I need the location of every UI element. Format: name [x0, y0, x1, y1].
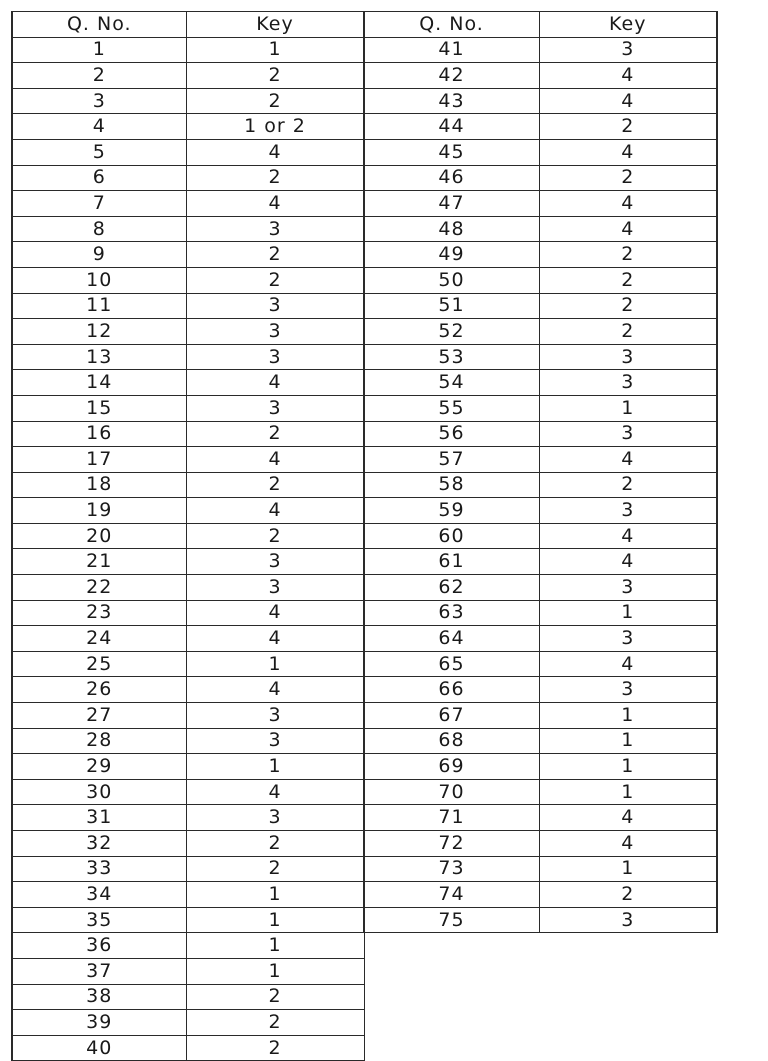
question-number-cell: 21 — [12, 549, 186, 575]
answer-key-cell: 1 — [540, 728, 717, 754]
answer-key-cell: 3 — [540, 677, 717, 703]
table-row — [12, 754, 364, 780]
answer-key-cell: 2 — [186, 421, 364, 447]
table-row — [364, 114, 717, 140]
question-number-cell: 6 — [12, 165, 186, 191]
question-number-cell: 13 — [12, 344, 186, 370]
answer-key-cell: 3 — [186, 575, 364, 601]
question-number-cell: 36 — [12, 933, 186, 959]
answer-key-cell: 2 — [186, 523, 364, 549]
question-number-cell: 10 — [12, 267, 186, 293]
question-number-cell: 45 — [364, 139, 540, 165]
answer-key-cell: 3 — [540, 907, 717, 933]
question-number-cell: 31 — [12, 805, 186, 831]
question-number-cell: 20 — [12, 523, 186, 549]
table-row — [12, 293, 364, 319]
table-row — [12, 549, 364, 575]
answer-key-cell: 2 — [540, 165, 717, 191]
table-row — [364, 63, 717, 89]
question-number-cell: 37 — [12, 958, 186, 984]
table-row — [12, 395, 364, 421]
answer-key-cell: 3 — [186, 319, 364, 345]
table-row — [364, 216, 717, 242]
table-row — [12, 242, 364, 268]
answer-key-cell: 4 — [540, 88, 717, 114]
question-number-cell: 24 — [12, 626, 186, 652]
table-body — [364, 37, 717, 933]
question-number-cell: 51 — [364, 293, 540, 319]
table-row — [364, 549, 717, 575]
answer-key-cell: 2 — [186, 63, 364, 89]
question-number-cell: 34 — [12, 882, 186, 908]
answer-key-cell: 1 — [540, 703, 717, 729]
answer-key-cell: 1 — [186, 37, 364, 63]
answer-key-cell: 4 — [540, 831, 717, 857]
question-number-cell: 3 — [12, 88, 186, 114]
table-row — [12, 882, 364, 908]
question-number-cell: 35 — [12, 907, 186, 933]
answer-key-cell: 2 — [186, 1010, 364, 1036]
question-number-cell: 63 — [364, 600, 540, 626]
table-row — [364, 447, 717, 473]
answer-key-cell: 3 — [540, 498, 717, 524]
question-number-cell: 19 — [12, 498, 186, 524]
question-number-cell: 15 — [12, 395, 186, 421]
question-number-cell: 2 — [12, 63, 186, 89]
answer-key-cell: 3 — [186, 805, 364, 831]
table-row — [364, 882, 717, 908]
answer-key-cell: 4 — [186, 139, 364, 165]
question-number-cell: 40 — [12, 1035, 186, 1061]
table-row — [12, 191, 364, 217]
table-row — [364, 754, 717, 780]
table-row — [12, 447, 364, 473]
table-row — [12, 779, 364, 805]
table-row — [12, 805, 364, 831]
question-number-cell: 14 — [12, 370, 186, 396]
table-row — [12, 907, 364, 933]
table-row — [364, 498, 717, 524]
table-row — [364, 472, 717, 498]
answer-key-cell: 2 — [540, 267, 717, 293]
question-number-cell: 18 — [12, 472, 186, 498]
answer-key-cell: 2 — [186, 1035, 364, 1061]
question-number-cell: 58 — [364, 472, 540, 498]
table-row — [364, 395, 717, 421]
answer-key-cell: 3 — [186, 216, 364, 242]
table-row — [12, 421, 364, 447]
answer-key-cell: 1 or 2 — [186, 114, 364, 140]
question-number-cell: 17 — [12, 447, 186, 473]
table-row — [12, 370, 364, 396]
key-header: Key — [540, 12, 717, 38]
table-row — [12, 626, 364, 652]
question-number-cell: 8 — [12, 216, 186, 242]
question-number-cell: 72 — [364, 831, 540, 857]
question-number-cell: 67 — [364, 703, 540, 729]
question-number-cell: 1 — [12, 37, 186, 63]
answer-key-cell: 4 — [540, 651, 717, 677]
key-header: Key — [186, 12, 364, 38]
table-row — [364, 779, 717, 805]
question-number-cell: 71 — [364, 805, 540, 831]
table-row — [12, 88, 364, 114]
answer-key-cell: 4 — [186, 370, 364, 396]
answer-key-cell: 4 — [540, 216, 717, 242]
answer-key-cell: 1 — [540, 856, 717, 882]
question-number-cell: 59 — [364, 498, 540, 524]
table-row — [12, 651, 364, 677]
answer-key-cell: 1 — [540, 754, 717, 780]
answer-key-cell: 2 — [540, 319, 717, 345]
question-number-cell: 16 — [12, 421, 186, 447]
table-row — [12, 1010, 364, 1036]
table-row — [12, 267, 364, 293]
table-row — [12, 831, 364, 857]
question-number-cell: 32 — [12, 831, 186, 857]
question-number-cell: 4 — [12, 114, 186, 140]
answer-key-cell: 2 — [540, 293, 717, 319]
question-number-cell: 61 — [364, 549, 540, 575]
answer-key-cell: 2 — [540, 114, 717, 140]
question-number-cell: 66 — [364, 677, 540, 703]
answer-key-cell: 1 — [186, 958, 364, 984]
question-number-cell: 43 — [364, 88, 540, 114]
table-row — [12, 216, 364, 242]
answer-key-cell: 1 — [540, 395, 717, 421]
answer-key-cell: 2 — [186, 88, 364, 114]
q-no-header: Q. No. — [12, 12, 186, 38]
question-number-cell: 46 — [364, 165, 540, 191]
answer-key-cell: 1 — [186, 907, 364, 933]
answer-key-cell: 2 — [186, 242, 364, 268]
answer-key-cell: 2 — [540, 882, 717, 908]
answer-key-cell: 3 — [540, 370, 717, 396]
table-row — [12, 165, 364, 191]
answer-key-cell: 4 — [540, 191, 717, 217]
answer-key-cell: 2 — [186, 267, 364, 293]
question-number-cell: 7 — [12, 191, 186, 217]
q-no-header: Q. No. — [364, 12, 540, 38]
question-number-cell: 23 — [12, 600, 186, 626]
question-number-cell: 44 — [364, 114, 540, 140]
question-number-cell: 38 — [12, 984, 186, 1010]
question-number-cell: 53 — [364, 344, 540, 370]
question-number-cell: 57 — [364, 447, 540, 473]
table-row — [364, 267, 717, 293]
table-row — [364, 242, 717, 268]
table-row — [364, 37, 717, 63]
question-number-cell: 74 — [364, 882, 540, 908]
table-row — [12, 703, 364, 729]
question-number-cell: 62 — [364, 575, 540, 601]
answer-key-table-left — [11, 11, 365, 1061]
table-row — [364, 523, 717, 549]
answer-key-cell: 3 — [186, 395, 364, 421]
answer-key-cell: 1 — [186, 651, 364, 677]
table-row — [364, 421, 717, 447]
answer-key-cell: 4 — [186, 447, 364, 473]
table-row — [12, 319, 364, 345]
question-number-cell: 65 — [364, 651, 540, 677]
question-number-cell: 50 — [364, 267, 540, 293]
table-row — [12, 523, 364, 549]
table-row — [364, 191, 717, 217]
question-number-cell: 42 — [364, 63, 540, 89]
answer-key-cell: 4 — [540, 63, 717, 89]
table-row — [364, 344, 717, 370]
table-row — [364, 677, 717, 703]
answer-key-cell: 2 — [540, 242, 717, 268]
answer-key-cell: 2 — [186, 831, 364, 857]
question-number-cell: 49 — [364, 242, 540, 268]
answer-key-cell: 1 — [540, 779, 717, 805]
answer-key-cell: 4 — [540, 139, 717, 165]
table-row — [12, 984, 364, 1010]
table-row — [12, 856, 364, 882]
answer-key-table-right — [363, 11, 718, 933]
answer-key-cell: 1 — [540, 600, 717, 626]
question-number-cell: 11 — [12, 293, 186, 319]
table-row — [12, 600, 364, 626]
answer-key-cell: 4 — [186, 626, 364, 652]
answer-key-cell: 3 — [186, 293, 364, 319]
question-number-cell: 25 — [12, 651, 186, 677]
table-row — [364, 703, 717, 729]
table-row — [364, 319, 717, 345]
question-number-cell: 73 — [364, 856, 540, 882]
table-row — [12, 472, 364, 498]
question-number-cell: 30 — [12, 779, 186, 805]
table-row — [12, 63, 364, 89]
question-number-cell: 22 — [12, 575, 186, 601]
question-number-cell: 26 — [12, 677, 186, 703]
table-row — [364, 600, 717, 626]
question-number-cell: 5 — [12, 139, 186, 165]
answer-key-cell: 2 — [186, 165, 364, 191]
question-number-cell: 47 — [364, 191, 540, 217]
answer-key-cell: 4 — [540, 523, 717, 549]
answer-key-cell: 1 — [186, 882, 364, 908]
question-number-cell: 29 — [12, 754, 186, 780]
answer-key-cell: 2 — [540, 472, 717, 498]
answer-key-cell: 4 — [186, 677, 364, 703]
question-number-cell: 64 — [364, 626, 540, 652]
table-row — [364, 856, 717, 882]
table-body — [12, 37, 364, 1061]
answer-key-cell: 4 — [186, 600, 364, 626]
answer-key-cell: 3 — [540, 344, 717, 370]
table-row — [12, 933, 364, 959]
question-number-cell: 52 — [364, 319, 540, 345]
answer-key-cell: 4 — [540, 805, 717, 831]
table-row — [12, 139, 364, 165]
table-row — [12, 677, 364, 703]
table-row — [364, 728, 717, 754]
table-row — [12, 114, 364, 140]
table-row — [12, 1035, 364, 1061]
question-number-cell: 9 — [12, 242, 186, 268]
answer-key-cell: 4 — [186, 191, 364, 217]
table-row — [364, 88, 717, 114]
answer-key-cell: 3 — [540, 37, 717, 63]
answer-key-cell: 2 — [186, 984, 364, 1010]
question-number-cell: 41 — [364, 37, 540, 63]
answer-key-cell: 4 — [186, 498, 364, 524]
answer-key-cell: 4 — [540, 549, 717, 575]
question-number-cell: 12 — [12, 319, 186, 345]
question-number-cell: 39 — [12, 1010, 186, 1036]
table-row — [364, 626, 717, 652]
table-row — [364, 165, 717, 191]
question-number-cell: 54 — [364, 370, 540, 396]
answer-key-cell: 3 — [540, 421, 717, 447]
answer-key-cell: 4 — [186, 779, 364, 805]
question-number-cell: 75 — [364, 907, 540, 933]
table-row — [12, 575, 364, 601]
question-number-cell: 69 — [364, 754, 540, 780]
answer-key-cell: 3 — [186, 344, 364, 370]
table-header-row — [12, 12, 364, 38]
table-row — [364, 293, 717, 319]
table-row — [364, 139, 717, 165]
answer-key-cell: 3 — [540, 626, 717, 652]
question-number-cell: 55 — [364, 395, 540, 421]
question-number-cell: 33 — [12, 856, 186, 882]
table-row — [364, 831, 717, 857]
answer-key-cell: 3 — [186, 728, 364, 754]
table-row — [364, 575, 717, 601]
question-number-cell: 48 — [364, 216, 540, 242]
question-number-cell: 70 — [364, 779, 540, 805]
table-row — [364, 805, 717, 831]
table-row — [364, 907, 717, 933]
question-number-cell: 28 — [12, 728, 186, 754]
table-row — [12, 344, 364, 370]
table-row — [364, 370, 717, 396]
answer-key-cell: 2 — [186, 856, 364, 882]
answer-key-cell: 3 — [186, 549, 364, 575]
table-header-row — [364, 12, 717, 38]
question-number-cell: 56 — [364, 421, 540, 447]
answer-key-cell: 1 — [186, 754, 364, 780]
answer-key-cell: 3 — [540, 575, 717, 601]
table-row — [12, 498, 364, 524]
answer-key-cell: 4 — [540, 447, 717, 473]
question-number-cell: 68 — [364, 728, 540, 754]
answer-key-cell: 2 — [186, 472, 364, 498]
table-row — [12, 958, 364, 984]
table-row — [12, 37, 364, 63]
question-number-cell: 60 — [364, 523, 540, 549]
question-number-cell: 27 — [12, 703, 186, 729]
answer-key-cell: 3 — [186, 703, 364, 729]
answer-key-cell: 1 — [186, 933, 364, 959]
table-row — [364, 651, 717, 677]
table-row — [12, 728, 364, 754]
